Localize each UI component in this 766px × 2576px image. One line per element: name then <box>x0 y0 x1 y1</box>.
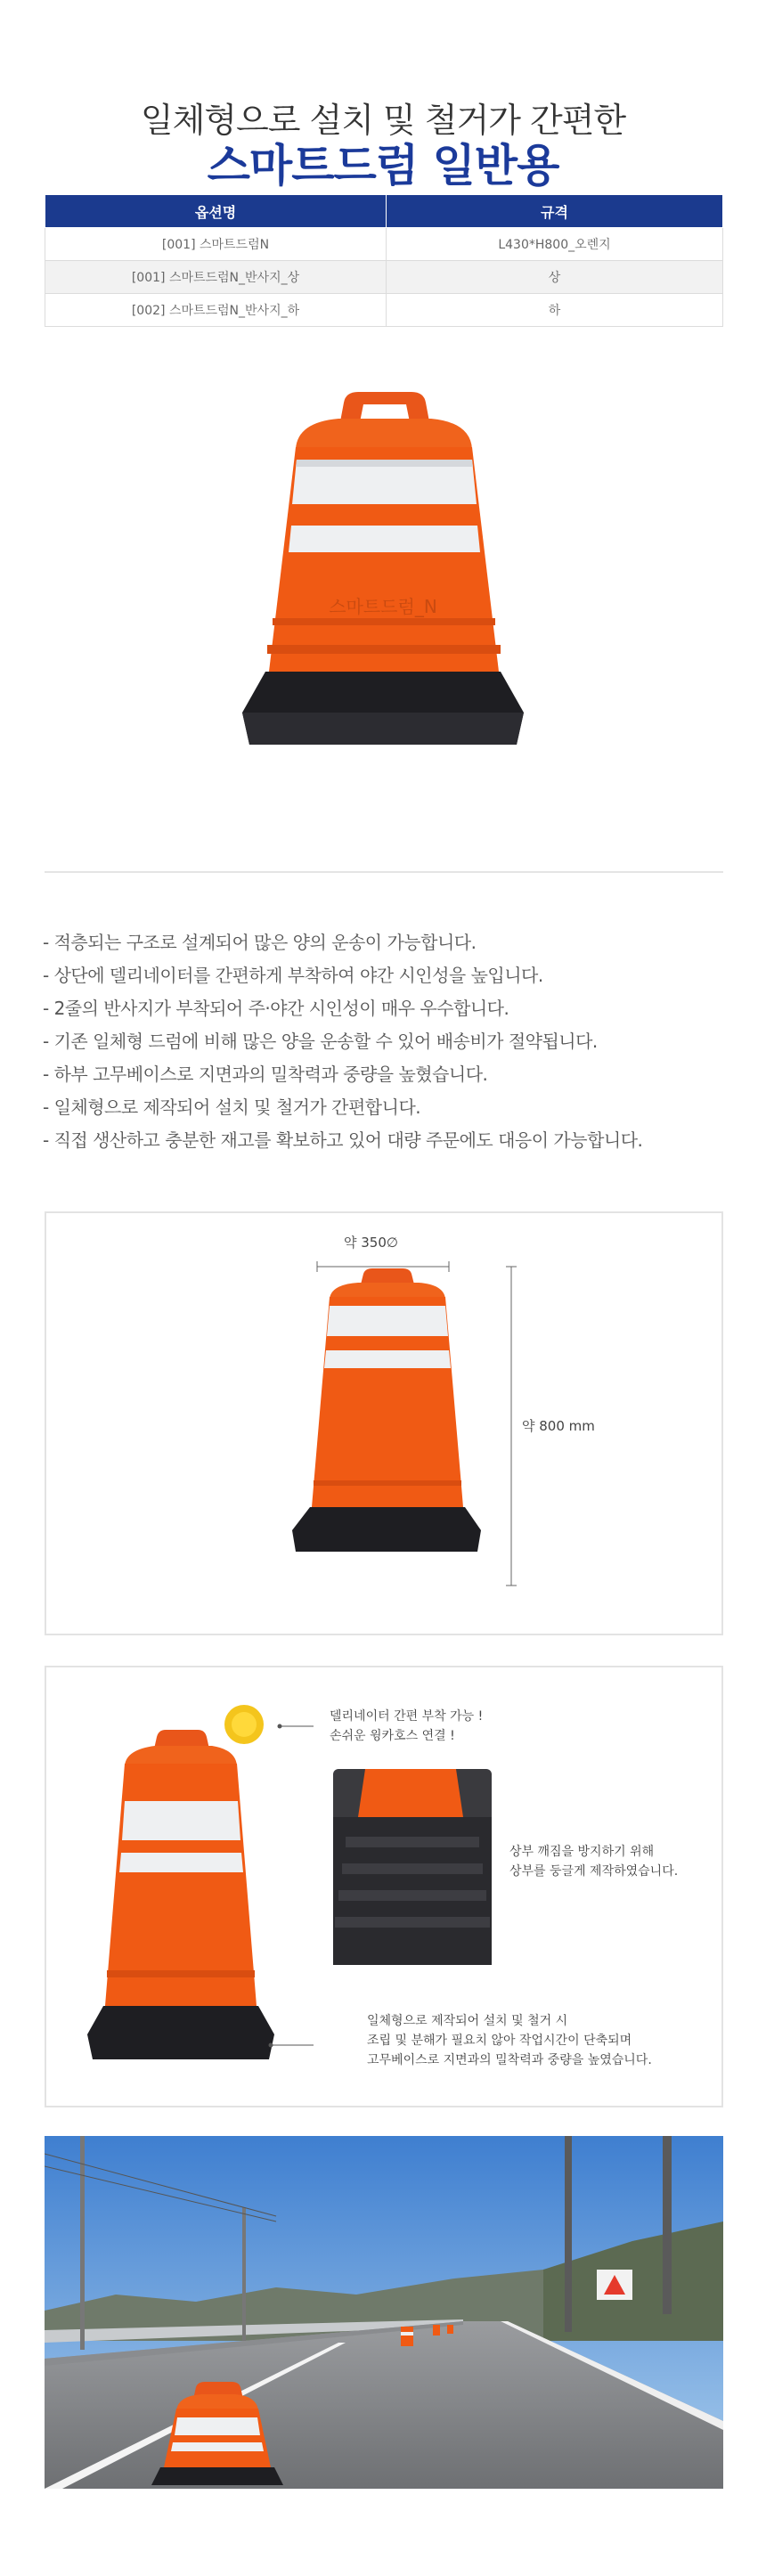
height-label: 약 800 mm <box>522 1418 595 1434</box>
note-line: 일체형으로 제작되어 설치 및 철거 시 <box>367 2014 568 2028</box>
product-image <box>240 378 526 796</box>
list-item: - 적층되는 구조로 설계되어 많은 양의 운송이 가능합니다. <box>43 932 477 953</box>
dimension-diagram <box>46 1213 721 1634</box>
note-line: 상부를 둥글게 제작하였습니다. <box>509 1864 679 1879</box>
list-item: - 일체형으로 제작되어 설치 및 철거가 간편합니다. <box>43 1096 421 1118</box>
table-cell: 하 <box>387 294 723 327</box>
table-row <box>45 261 723 294</box>
table-cell: [001] 스마트드럼N_반사지_상 <box>45 261 387 294</box>
list-item: - 기존 일체형 드럼에 비해 많은 양을 운송할 수 있어 배송비가 절약됩니다. <box>43 1031 598 1052</box>
table-header-row <box>45 195 723 228</box>
list-item: - 직접 생산하고 충분한 재고를 확보하고 있어 대량 주문에도 대응이 가능합니다. <box>43 1129 643 1151</box>
option-table <box>45 194 723 327</box>
delineator-note <box>330 1707 483 1746</box>
note-line: 조립 및 분해가 필요치 않아 작업시간이 단축되며 <box>367 2034 632 2048</box>
note-line: 상부 깨짐을 방지하기 위해 <box>509 1845 655 1859</box>
table-cell: [002] 스마트드럼N_반사지_하 <box>45 294 387 327</box>
list-item: - 하부 고무베이스로 지면과의 밀착력과 중량을 높혔습니다. <box>43 1064 488 1085</box>
width-label: 약 350∅ <box>344 1235 398 1251</box>
detail-frame <box>45 1666 723 2107</box>
road-photo <box>45 2136 723 2489</box>
note-line: 손쉬운 윙카호스 연결 ! <box>330 1729 455 1743</box>
dimension-frame <box>45 1211 723 1635</box>
table-cell: L430*H800_오렌지 <box>387 228 723 261</box>
embossed-label: 스마트드럼_N <box>329 596 437 617</box>
table-row <box>45 228 723 261</box>
list-item: - 2줄의 반사지가 부착되어 주·야간 시인성이 매우 우수합니다. <box>43 998 509 1019</box>
road-scene <box>45 2136 723 2489</box>
base-note <box>367 2011 652 2070</box>
note-line: 고무베이스로 지면과의 밀착력과 중량을 높였습니다. <box>367 2053 652 2067</box>
column-header-option: 옵션명 <box>45 195 387 228</box>
table-row <box>45 294 723 327</box>
list-item: - 상단에 델리네이터를 간편하게 부착하여 야간 시인성을 높입니다. <box>43 965 543 986</box>
note-line: 델리네이터 간편 부착 가능 ! <box>330 1709 484 1724</box>
table-cell: 상 <box>387 261 723 294</box>
table-cell: [001] 스마트드럼N <box>45 228 387 261</box>
section-divider <box>45 871 723 873</box>
column-header-spec: 규격 <box>387 195 723 228</box>
page-title: 스마트드럼 일반용 <box>207 140 559 192</box>
top-note <box>509 1842 678 1881</box>
page-subtitle: 일체형으로 설치 및 철거가 간편한 <box>140 101 626 140</box>
feature-list <box>43 926 737 1157</box>
